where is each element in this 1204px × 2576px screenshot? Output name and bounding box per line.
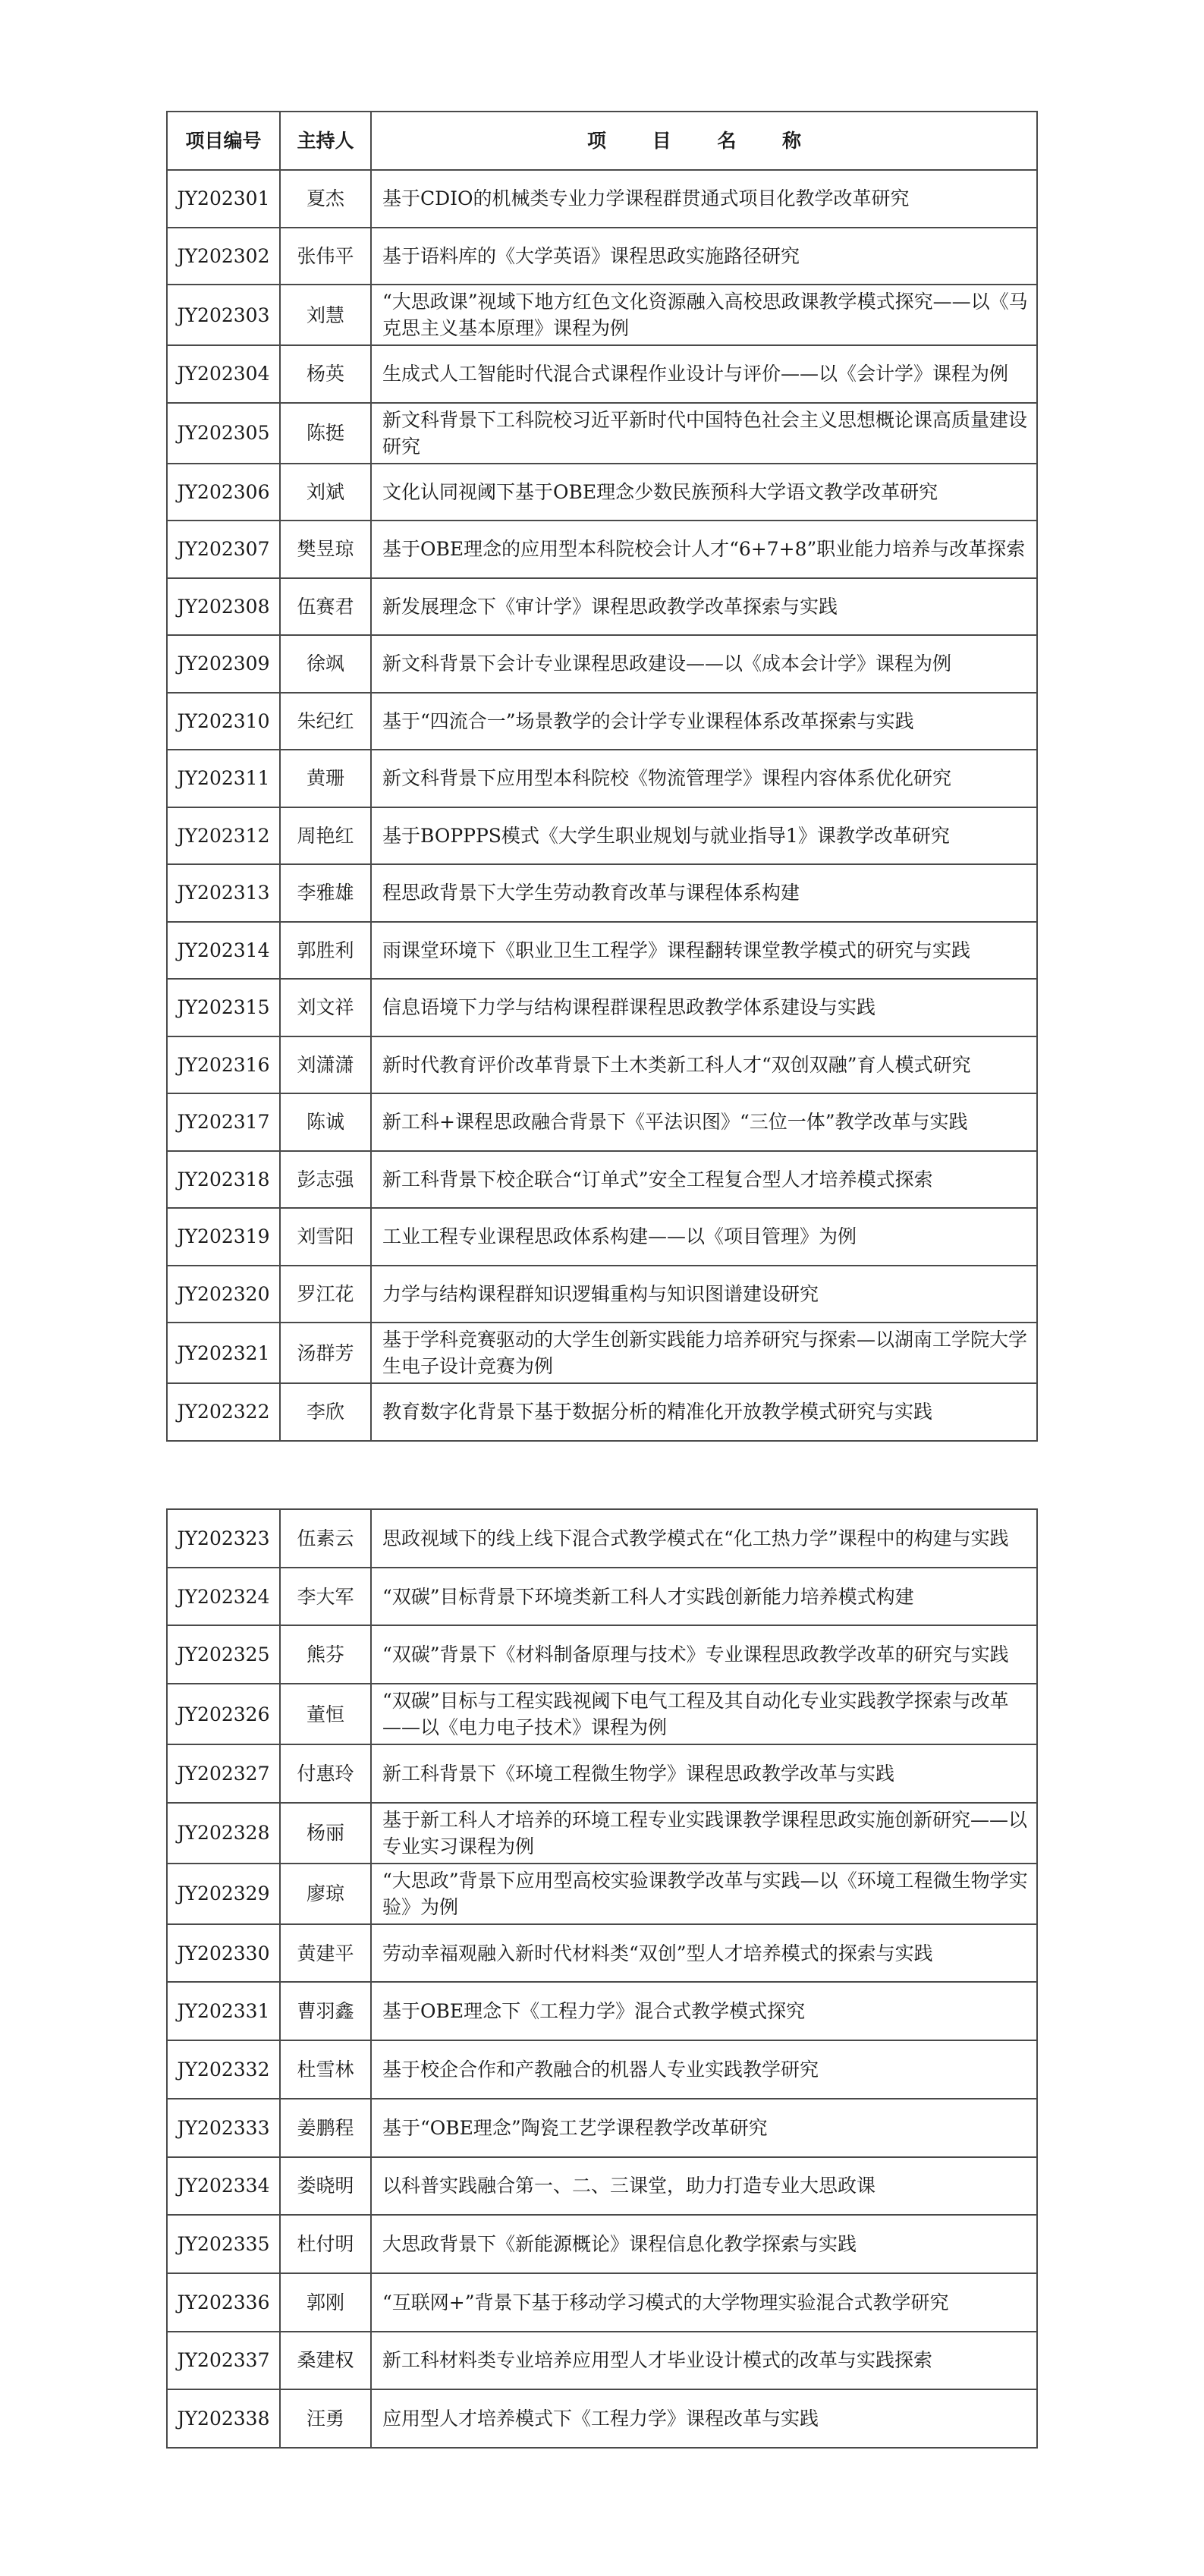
- host-name-cell: 李大军: [280, 1568, 371, 1626]
- header-host: 主持人: [280, 112, 371, 170]
- project-title-cell: 信息语境下力学与结构课程群课程思政教学体系建设与实践: [371, 979, 1037, 1036]
- host-name-cell: 徐飒: [280, 635, 371, 693]
- project-title-cell: 教育数字化背景下基于数据分析的精准化开放教学模式研究与实践: [371, 1383, 1037, 1441]
- table-row: [167, 1509, 1037, 1568]
- host-name-cell: 廖琼: [280, 1864, 371, 1924]
- table-row: [167, 521, 1037, 578]
- project-title-cell: 基于新工科人才培养的环境工程专业实践课教学课程思政实施创新研究——以专业实习课程为例: [371, 1803, 1037, 1864]
- host-name-cell: 刘慧: [280, 285, 371, 345]
- table-row: [167, 228, 1037, 285]
- table-row: [167, 403, 1037, 464]
- project-code-cell: JY202338: [167, 2389, 280, 2448]
- project-title-cell: 新时代教育评价改革背景下土木类新工科人才“双创双融”育人模式研究: [371, 1036, 1037, 1094]
- table-row: [167, 1803, 1037, 1864]
- project-title-cell: 新文科背景下会计专业课程思政建设——以《成本会计学》课程为例: [371, 635, 1037, 693]
- table-row: [167, 1684, 1037, 1744]
- table-row: [167, 1924, 1037, 1983]
- project-title-cell: 程思政背景下大学生劳动教育改革与课程体系构建: [371, 864, 1037, 922]
- table-row: [167, 1982, 1037, 2040]
- project-title-cell: “大思政课”视域下地方红色文化资源融入高校思政课教学模式探究——以《马克思主义基本原理》课程为例: [371, 285, 1037, 345]
- host-name-cell: 罗江花: [280, 1266, 371, 1323]
- host-name-cell: 杜雪林: [280, 2040, 371, 2099]
- table-row: [167, 1568, 1037, 1626]
- host-name-cell: 李雅雄: [280, 864, 371, 922]
- table-row: [167, 1208, 1037, 1266]
- table-row: [167, 1744, 1037, 1803]
- host-name-cell: 郭胜利: [280, 922, 371, 980]
- project-title-cell: 新文科背景下工科院校习近平新时代中国特色社会主义思想概论课高质量建设研究: [371, 403, 1037, 464]
- table-row: [167, 750, 1037, 807]
- host-name-cell: 刘斌: [280, 464, 371, 521]
- project-title-cell: “双碳”目标背景下环境类新工科人才实践创新能力培养模式构建: [371, 1568, 1037, 1626]
- project-code-cell: JY202324: [167, 1568, 280, 1626]
- table-row: [167, 170, 1037, 228]
- project-code-cell: JY202330: [167, 1924, 280, 1983]
- project-code-cell: JY202307: [167, 521, 280, 578]
- table-row: [167, 1151, 1037, 1209]
- table-body: [167, 1509, 1037, 2448]
- table-row: [167, 2040, 1037, 2099]
- project-title-cell: 新工科背景下《环境工程微生物学》课程思政教学改革与实践: [371, 1744, 1037, 1803]
- project-code-cell: JY202337: [167, 2332, 280, 2390]
- host-name-cell: 张伟平: [280, 228, 371, 285]
- project-title-cell: 新工科背景下校企联合“订单式”安全工程复合型人才培养模式探索: [371, 1151, 1037, 1209]
- project-code-cell: JY202306: [167, 464, 280, 521]
- project-title-cell: 工业工程专业课程思政体系构建——以《项目管理》为例: [371, 1208, 1037, 1266]
- table-row: [167, 1093, 1037, 1151]
- table-row: [167, 1036, 1037, 1094]
- host-name-cell: 杨英: [280, 345, 371, 403]
- project-code-cell: JY202305: [167, 403, 280, 464]
- project-title-cell: 基于OBE理念的应用型本科院校会计人才“6+7+8”职业能力培养与改革探索: [371, 521, 1037, 578]
- project-table-2: [166, 1508, 1038, 2449]
- project-code-cell: JY202310: [167, 693, 280, 750]
- host-name-cell: 夏杰: [280, 170, 371, 228]
- header-project-name: 项 目 名 称: [371, 112, 1037, 170]
- host-name-cell: 陈挺: [280, 403, 371, 464]
- host-name-cell: 姜鹏程: [280, 2099, 371, 2157]
- project-code-cell: JY202327: [167, 1744, 280, 1803]
- host-name-cell: 郭刚: [280, 2273, 371, 2332]
- project-code-cell: JY202319: [167, 1208, 280, 1266]
- table-row: [167, 285, 1037, 345]
- project-code-cell: JY202332: [167, 2040, 280, 2099]
- table-row: [167, 979, 1037, 1036]
- project-title-cell: 新工科+课程思政融合背景下《平法识图》“三位一体”教学改革与实践: [371, 1093, 1037, 1151]
- host-name-cell: 杨丽: [280, 1803, 371, 1864]
- table-body: [167, 170, 1037, 1441]
- project-code-cell: JY202336: [167, 2273, 280, 2332]
- project-title-cell: “大思政”背景下应用型高校实验课教学改革与实践—以《环境工程微生物学实验》为例: [371, 1864, 1037, 1924]
- host-name-cell: 樊昱琼: [280, 521, 371, 578]
- project-title-cell: “双碳”背景下《材料制备原理与技术》专业课程思政教学改革的研究与实践: [371, 1625, 1037, 1684]
- project-code-cell: JY202323: [167, 1509, 280, 1568]
- project-title-cell: 生成式人工智能时代混合式课程作业设计与评价——以《会计学》课程为例: [371, 345, 1037, 403]
- host-name-cell: 桑建权: [280, 2332, 371, 2390]
- project-title-cell: 基于“OBE理念”陶瓷工艺学课程教学改革研究: [371, 2099, 1037, 2157]
- host-name-cell: 彭志强: [280, 1151, 371, 1209]
- project-title-cell: 文化认同视阈下基于OBE理念少数民族预科大学语文教学改革研究: [371, 464, 1037, 521]
- project-code-cell: JY202311: [167, 750, 280, 807]
- project-code-cell: JY202308: [167, 578, 280, 636]
- host-name-cell: 曹羽鑫: [280, 1982, 371, 2040]
- table-row: [167, 345, 1037, 403]
- project-code-cell: JY202312: [167, 807, 280, 865]
- project-code-cell: JY202326: [167, 1684, 280, 1744]
- table-row: [167, 864, 1037, 922]
- project-code-cell: JY202309: [167, 635, 280, 693]
- project-title-cell: 新发展理念下《审计学》课程思政教学改革探索与实践: [371, 578, 1037, 636]
- project-code-cell: JY202313: [167, 864, 280, 922]
- project-code-cell: JY202329: [167, 1864, 280, 1924]
- table-row: [167, 922, 1037, 980]
- host-name-cell: 陈诚: [280, 1093, 371, 1151]
- project-code-cell: JY202301: [167, 170, 280, 228]
- host-name-cell: 刘潇潇: [280, 1036, 371, 1094]
- project-title-cell: 基于BOPPPS模式《大学生职业规划与就业指导1》课教学改革研究: [371, 807, 1037, 865]
- project-title-cell: 新文科背景下应用型本科院校《物流管理学》课程内容体系优化研究: [371, 750, 1037, 807]
- host-name-cell: 付惠玲: [280, 1744, 371, 1803]
- project-title-cell: 基于“四流合一”场景教学的会计学专业课程体系改革探索与实践: [371, 693, 1037, 750]
- project-title-cell: 基于OBE理念下《工程力学》混合式教学模式探究: [371, 1982, 1037, 2040]
- host-name-cell: 黄珊: [280, 750, 371, 807]
- table-row: [167, 578, 1037, 636]
- table-row: [167, 464, 1037, 521]
- table-row: [167, 807, 1037, 865]
- project-title-cell: 力学与结构课程群知识逻辑重构与知识图谱建设研究: [371, 1266, 1037, 1323]
- host-name-cell: 汤群芳: [280, 1323, 371, 1383]
- header-project-code: 项目编号: [167, 112, 280, 170]
- host-name-cell: 周艳红: [280, 807, 371, 865]
- table-row: [167, 2099, 1037, 2157]
- table-row: [167, 1625, 1037, 1684]
- project-code-cell: JY202322: [167, 1383, 280, 1441]
- host-name-cell: 伍素云: [280, 1509, 371, 1568]
- project-code-cell: JY202321: [167, 1323, 280, 1383]
- project-title-cell: 雨课堂环境下《职业卫生工程学》课程翻转课堂教学模式的研究与实践: [371, 922, 1037, 980]
- table-row: [167, 2273, 1037, 2332]
- project-code-cell: JY202315: [167, 979, 280, 1036]
- host-name-cell: 汪勇: [280, 2389, 371, 2448]
- project-title-cell: “双碳”目标与工程实践视阈下电气工程及其自动化专业实践教学探索与改革——以《电力电子技术》课程为例: [371, 1684, 1037, 1744]
- project-code-cell: JY202317: [167, 1093, 280, 1151]
- project-code-cell: JY202316: [167, 1036, 280, 1094]
- host-name-cell: 黄建平: [280, 1924, 371, 1983]
- project-code-cell: JY202334: [167, 2157, 280, 2216]
- host-name-cell: 李欣: [280, 1383, 371, 1441]
- project-code-cell: JY202302: [167, 228, 280, 285]
- project-title-cell: 基于校企合作和产教融合的机器人专业实践教学研究: [371, 2040, 1037, 2099]
- project-title-cell: 大思政背景下《新能源概论》课程信息化教学探索与实践: [371, 2215, 1037, 2273]
- table-row: [167, 1864, 1037, 1924]
- project-code-cell: JY202325: [167, 1625, 280, 1684]
- host-name-cell: 娄晓明: [280, 2157, 371, 2216]
- host-name-cell: 杜付明: [280, 2215, 371, 2273]
- host-name-cell: 熊芬: [280, 1625, 371, 1684]
- table-row: [167, 635, 1037, 693]
- host-name-cell: 朱纪红: [280, 693, 371, 750]
- project-title-cell: 基于语料库的《大学英语》课程思政实施路径研究: [371, 228, 1037, 285]
- project-code-cell: JY202328: [167, 1803, 280, 1864]
- project-title-cell: 劳动幸福观融入新时代材料类“双创”型人才培养模式的探索与实践: [371, 1924, 1037, 1983]
- table-header-row: [167, 112, 1037, 170]
- table-row: [167, 2215, 1037, 2273]
- table-row: [167, 2389, 1037, 2448]
- table-row: [167, 2157, 1037, 2216]
- host-name-cell: 刘文祥: [280, 979, 371, 1036]
- project-code-cell: JY202314: [167, 922, 280, 980]
- project-table-1: [166, 111, 1038, 1442]
- project-title-cell: 新工科材料类专业培养应用型人才毕业设计模式的改革与实践探索: [371, 2332, 1037, 2390]
- project-code-cell: JY202318: [167, 1151, 280, 1209]
- project-title-cell: 以科普实践融合第一、二、三课堂，助力打造专业大思政课: [371, 2157, 1037, 2216]
- table-row: [167, 2332, 1037, 2390]
- table-row: [167, 1383, 1037, 1441]
- table-row: [167, 1266, 1037, 1323]
- table-row: [167, 1323, 1037, 1383]
- project-code-cell: JY202335: [167, 2215, 280, 2273]
- host-name-cell: 刘雪阳: [280, 1208, 371, 1266]
- project-code-cell: JY202320: [167, 1266, 280, 1323]
- project-code-cell: JY202333: [167, 2099, 280, 2157]
- project-code-cell: JY202304: [167, 345, 280, 403]
- project-title-cell: “互联网+”背景下基于移动学习模式的大学物理实验混合式教学研究: [371, 2273, 1037, 2332]
- project-title-cell: 基于CDIO的机械类专业力学课程群贯通式项目化教学改革研究: [371, 170, 1037, 228]
- project-title-cell: 基于学科竞赛驱动的大学生创新实践能力培养研究与探索—以湖南工学院大学生电子设计竞赛为例: [371, 1323, 1037, 1383]
- project-code-cell: JY202331: [167, 1982, 280, 2040]
- project-title-cell: 思政视域下的线上线下混合式教学模式在“化工热力学”课程中的构建与实践: [371, 1509, 1037, 1568]
- project-code-cell: JY202303: [167, 285, 280, 345]
- project-title-cell: 应用型人才培养模式下《工程力学》课程改革与实践: [371, 2389, 1037, 2448]
- host-name-cell: 伍赛君: [280, 578, 371, 636]
- table-row: [167, 693, 1037, 750]
- host-name-cell: 董恒: [280, 1684, 371, 1744]
